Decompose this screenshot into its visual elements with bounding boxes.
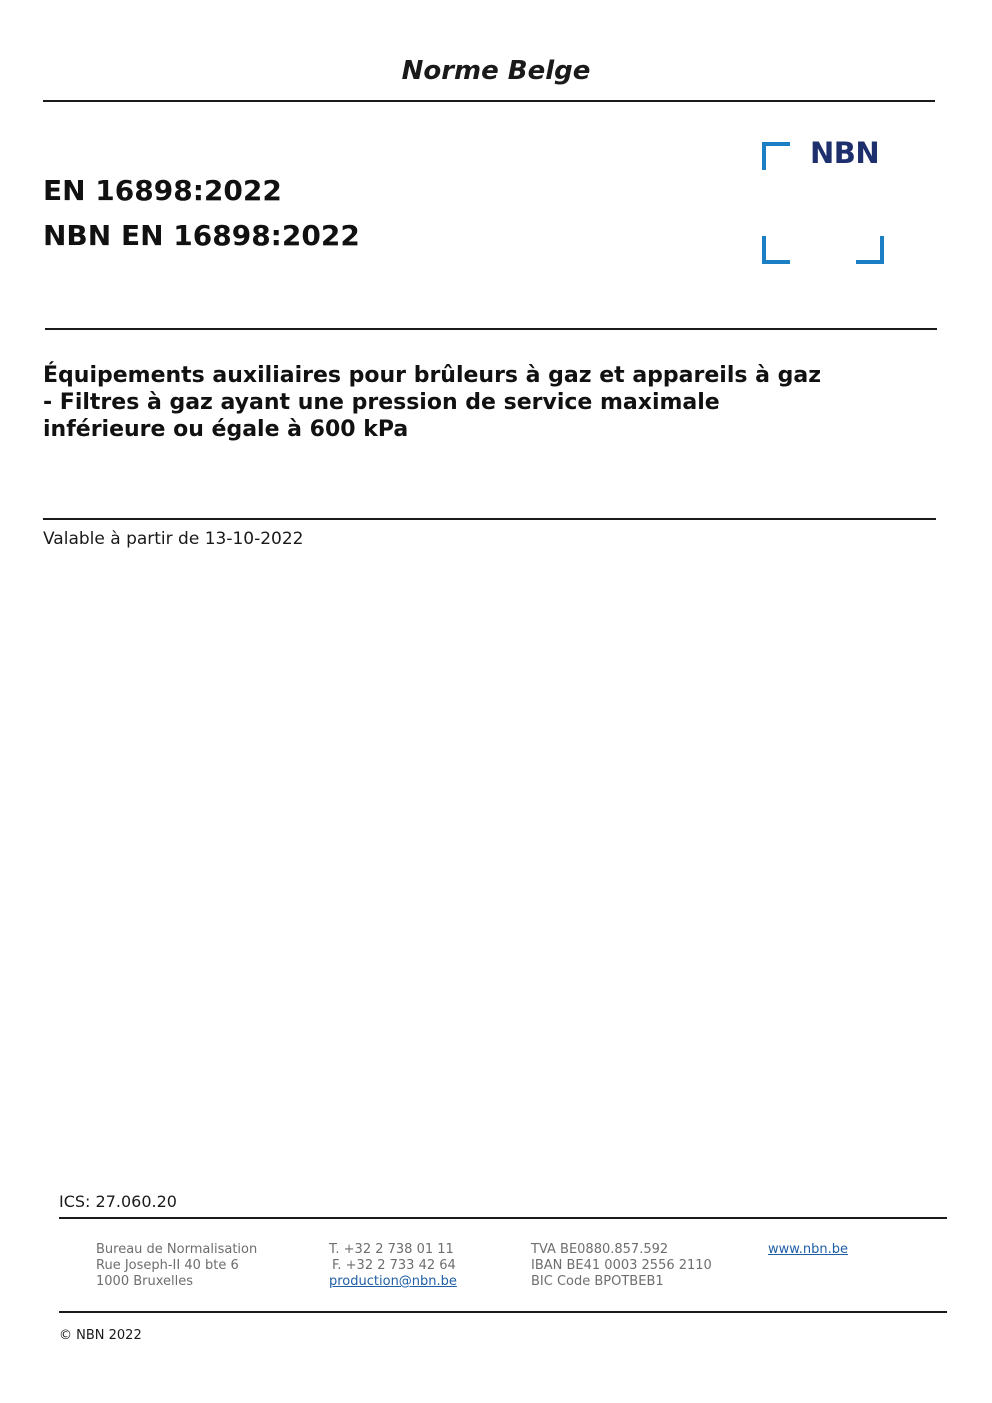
document-title bbox=[43, 362, 923, 443]
logo-corner-top-left bbox=[762, 142, 790, 170]
iban-number: IBAN BE41 0003 2556 2110 bbox=[531, 1258, 712, 1273]
fax-number: F. +32 2 733 42 64 bbox=[332, 1258, 456, 1273]
address-line: Rue Joseph-II 40 bte 6 bbox=[96, 1258, 239, 1273]
title-top-divider bbox=[45, 328, 937, 330]
email-link[interactable]: production@nbn.be bbox=[329, 1274, 457, 1289]
website-link[interactable]: www.nbn.be bbox=[768, 1242, 848, 1257]
standard-code-en: EN 16898:2022 bbox=[43, 174, 282, 207]
bic-code: BIC Code BPOTBEB1 bbox=[531, 1274, 664, 1289]
logo-corner-bottom-right bbox=[856, 236, 884, 264]
logo-text: NBN bbox=[810, 136, 880, 170]
footer-website bbox=[768, 1242, 848, 1258]
title-line: inférieure ou égale à 600 kPa bbox=[43, 417, 409, 442]
address-line: Bureau de Normalisation bbox=[96, 1242, 258, 1257]
footer-contact bbox=[329, 1242, 457, 1290]
title-line: - Filtres à gaz ayant une pression de service maximale bbox=[43, 390, 720, 415]
title-line: Équipements auxiliaires pour brûleurs à gaz et appareils à gaz bbox=[43, 363, 822, 388]
header-divider bbox=[43, 100, 935, 102]
page-header-title: Norme Belge bbox=[401, 56, 591, 86]
vat-number: TVA BE0880.857.592 bbox=[531, 1242, 669, 1257]
validity-date: Valable à partir de 13-10-2022 bbox=[43, 529, 304, 549]
standard-code-nbn: NBN EN 16898:2022 bbox=[43, 219, 360, 252]
title-bottom-divider bbox=[43, 518, 936, 520]
nbn-logo bbox=[762, 136, 884, 264]
copyright-notice: © NBN 2022 bbox=[59, 1328, 142, 1343]
address-line: 1000 Bruxelles bbox=[96, 1274, 194, 1289]
ics-code: ICS: 27.060.20 bbox=[59, 1192, 177, 1211]
footer-bottom-divider bbox=[59, 1311, 947, 1313]
logo-corner-bottom-left bbox=[762, 236, 790, 264]
footer-top-divider bbox=[59, 1217, 947, 1219]
phone-number: T. +32 2 738 01 11 bbox=[329, 1242, 454, 1257]
footer-address bbox=[96, 1242, 257, 1290]
footer-banking bbox=[531, 1242, 712, 1290]
